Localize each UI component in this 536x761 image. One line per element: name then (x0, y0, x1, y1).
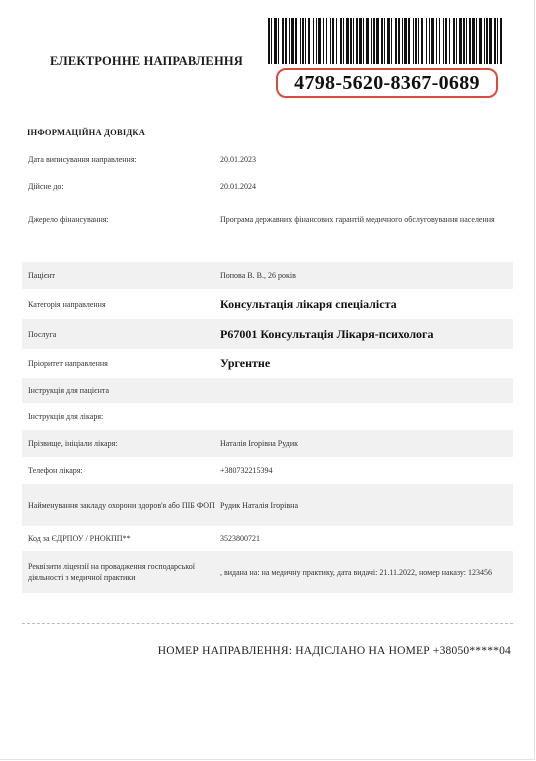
barcode-bar (305, 18, 306, 64)
row-label: Категорія направлення (28, 299, 106, 309)
barcode-bar (300, 18, 301, 64)
barcode-bar (497, 18, 498, 64)
barcode-bar (449, 18, 450, 64)
barcode-bar (295, 18, 297, 64)
table-row (22, 289, 513, 319)
barcode-bar (429, 18, 430, 64)
table-row (22, 349, 513, 378)
table-row (22, 551, 513, 593)
barcode-bar (387, 18, 390, 64)
table-row (22, 146, 513, 173)
barcode-bar (398, 18, 400, 64)
row-label: Найменування закладу охорони здоров'я або ПІБ ФОП (28, 500, 215, 510)
barcode-bar (366, 18, 369, 64)
row-value: Рудик Наталія Ігорівна (220, 500, 298, 510)
barcode-bar (436, 18, 437, 64)
barcode-bar (271, 18, 272, 64)
table-row (22, 403, 513, 430)
barcode-bar (313, 18, 314, 64)
row-label: Пацієнт (28, 271, 56, 280)
barcode-bar (285, 18, 287, 64)
barcode-bar (466, 18, 467, 64)
barcode-image (268, 18, 502, 64)
barcode-bar (456, 18, 457, 64)
row-value: , видана на: на медичну практику, дата видачі: 21.11.2022, номер наказу: 123456 (220, 567, 493, 577)
row-label: Пріоритет направлення (28, 359, 108, 368)
row-label: Дата виписування направлення: (28, 155, 137, 164)
barcode-bar (282, 18, 284, 64)
barcode-bar (431, 18, 434, 64)
barcode-bar (268, 18, 270, 64)
barcode-bar (318, 18, 321, 64)
info-table (22, 146, 513, 593)
row-value: Програма державних фінансових гарантій медичного обслуговування населення (220, 214, 495, 224)
barcode-bar (476, 18, 477, 64)
barcode-bar (415, 18, 417, 64)
barcode-bar (373, 18, 375, 64)
barcode-bar (330, 18, 331, 64)
section-title: ІНФОРМАЦІЙНА ДОВІДКА (27, 127, 146, 137)
barcode-bar (289, 18, 290, 64)
barcode-bar (384, 18, 385, 64)
barcode-bar (469, 18, 471, 64)
barcode-bar (363, 18, 364, 64)
barcode-bar (391, 18, 392, 64)
barcode-bar (356, 18, 358, 64)
barcode-bar (308, 18, 310, 64)
table-row (22, 262, 513, 289)
barcode-bar (453, 18, 455, 64)
row-label: Телефон лікаря: (28, 466, 83, 475)
referral-number: 4798-5620-8367-0689 (294, 71, 480, 94)
row-label: Джерело фінансування: (28, 214, 109, 224)
barcode-bar (274, 18, 277, 64)
barcode-bar (484, 18, 485, 64)
barcode-bar (443, 18, 444, 64)
barcode-bar (463, 18, 465, 64)
barcode-bar (346, 18, 349, 64)
barcode-bar (402, 18, 403, 64)
row-value: 20.01.2023 (220, 155, 256, 164)
barcode-bar (418, 18, 419, 64)
barcode-bar (489, 18, 492, 64)
table-row (22, 199, 513, 239)
barcode-bar (395, 18, 397, 64)
barcode-bar (291, 18, 294, 64)
barcode-bar (439, 18, 440, 64)
row-value: Ургентне (220, 356, 271, 370)
barcode-bar (302, 18, 304, 64)
barcode-bar (326, 18, 327, 64)
barcode-bar (459, 18, 462, 64)
barcode-bar (381, 18, 383, 64)
barcode-bar (350, 18, 352, 64)
barcode-bar (421, 18, 423, 64)
row-label: Інструкція для пацієнта (28, 386, 109, 395)
row-label: Реквізити ліцензії на провадження господарської діяльності з медичної практики (28, 562, 195, 582)
referral-number-box (276, 68, 498, 98)
footer-note: НОМЕР НАПРАВЛЕННЯ: НАДІСЛАНО НА НОМЕР +38050*****04 (157, 645, 511, 657)
table-row (22, 173, 513, 199)
barcode-bar (426, 18, 427, 64)
row-label: Код за ЄДРПОУ / РНОКПП** (28, 534, 131, 543)
barcode-bar (323, 18, 324, 64)
table-row (22, 457, 513, 484)
row-label: Інструкція для лікаря: (28, 412, 104, 421)
barcode-bar (408, 18, 410, 64)
table-row (22, 484, 513, 526)
table-row (22, 378, 513, 403)
barcode-bar (359, 18, 362, 64)
barcode-bar (494, 18, 496, 64)
table-row-spacer (22, 239, 513, 262)
row-value: 20.01.2024 (220, 181, 256, 191)
barcode-bar (376, 18, 379, 64)
barcode-bar (336, 18, 337, 64)
row-label: Послуга (28, 329, 57, 339)
row-value: +380732215394 (220, 466, 273, 475)
barcode-bar (278, 18, 279, 64)
barcode-bar (343, 18, 344, 64)
barcode-bar (316, 18, 317, 64)
barcode-bar (404, 18, 407, 64)
row-value: 3523800721 (220, 534, 260, 543)
table-row (22, 526, 513, 551)
barcode-bar (445, 18, 447, 64)
barcode-bar (353, 18, 354, 64)
row-label: Дійсне до: (28, 181, 64, 191)
table-row (22, 430, 513, 457)
barcode-bar (413, 18, 414, 64)
dashed-divider (22, 623, 513, 624)
barcode-bar (332, 18, 334, 64)
barcode-bar (472, 18, 475, 64)
barcode-bar (479, 18, 482, 64)
row-label: Прізвище, ініціали лікаря: (28, 439, 118, 448)
row-value: Попова В. В., 26 років (220, 271, 296, 280)
row-value: Консультація лікаря спеціаліста (220, 296, 397, 311)
barcode-bar (340, 18, 342, 64)
barcode-bar (486, 18, 488, 64)
table-row (22, 319, 513, 349)
row-value: Наталія Ігорівна Рудик (220, 439, 298, 448)
row-value: Р67001 Консультація Лікаря-психолога (220, 326, 434, 341)
document-title: ЕЛЕКТРОННЕ НАПРАВЛЕННЯ (50, 54, 244, 68)
barcode-bar (500, 18, 502, 64)
barcode-bar (371, 18, 372, 64)
